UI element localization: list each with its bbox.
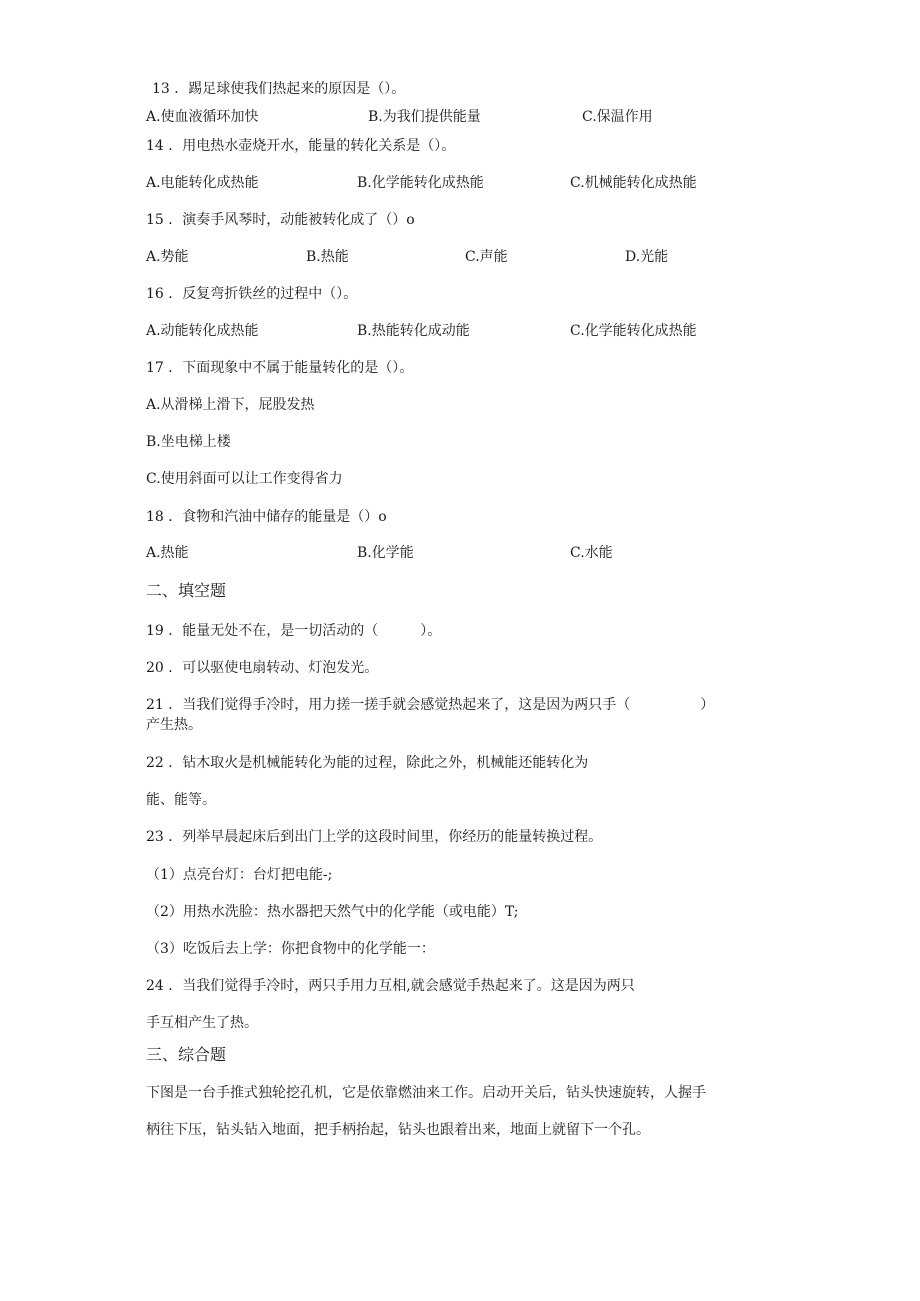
question-13-option-a: A.使血液循环加快 [146, 109, 259, 125]
question-15-option-d: D.光能 [625, 249, 669, 265]
question-15-option-a: A.势能 [146, 249, 189, 265]
question-24-line-2: 手互相产生了热。 [146, 1015, 258, 1031]
question-24-line-1: 24 ．当我们觉得手冷时，两只手用力互相,就会感觉手热起来了。这是因为两只 [146, 978, 635, 994]
section-3-paragraph-line-1: 下图是一台手推式独轮挖孔机，它是依靠燃油来工作。启动开关后，钻头快速旋转，人握手 [146, 1085, 706, 1101]
question-18-stem: 18 ．食物和汽油中储存的能量是（）o [146, 509, 387, 525]
question-19: 19 ．能量无处不在，是一切活动的（ ）。 [146, 623, 442, 639]
question-18-option-b: B.化学能 [357, 545, 414, 561]
question-23-item-1: （1）点亮台灯：台灯把电能-; [146, 867, 333, 883]
question-16-option-b: B.热能转化成动能 [357, 323, 470, 339]
question-14-stem: 14 ．用电热水壶烧开水，能量的转化关系是（）。 [146, 138, 456, 154]
question-17-option-b: B.坐电梯上楼 [146, 434, 231, 450]
question-13-option-c: C.保温作用 [582, 109, 653, 125]
question-15-option-b: B.热能 [306, 249, 349, 265]
question-16-option-a: A.动能转化成热能 [146, 323, 259, 339]
question-14-option-a: A.电能转化成热能 [146, 175, 259, 191]
question-22-line-1: 22 ．钻木取火是机械能转化为能的过程，除此之外，机械能还能转化为 [146, 755, 589, 771]
question-18-option-c: C.水能 [570, 545, 613, 561]
question-13-option-b: B.为我们提供能量 [368, 109, 481, 125]
section-3-paragraph-line-2: 柄往下压，钻头钻入地面，把手柄抬起，钻头也跟着出来，地面上就留下一个孔。 [146, 1122, 650, 1138]
question-14-option-c: C.机械能转化成热能 [570, 175, 697, 191]
question-23: 23 ．列举早晨起床后到出门上学的这段时间里，你经历的能量转换过程。 [146, 829, 603, 845]
question-21-line-2: 产生热。 [146, 717, 202, 733]
question-14-option-b: B.化学能转化成热能 [357, 175, 484, 191]
question-22-line-2: 能、能等。 [146, 792, 216, 808]
question-17-stem: 17 ．下面现象中不属于能量转化的是（）。 [146, 360, 414, 376]
question-16-stem: 16 ．反复弯折铁丝的过程中（）。 [146, 286, 358, 302]
question-23-item-3: （3）吃饭后去上学：你把食物中的化学能一： [146, 941, 435, 957]
question-16-option-c: C.化学能转化成热能 [570, 323, 697, 339]
question-23-item-2: （2）用热水洗脸：热水器把天然气中的化学能（或电能）T; [146, 904, 519, 920]
question-17-option-c: C.使用斜面可以让工作变得省力 [146, 471, 343, 487]
section-3-heading: 三、综合题 [146, 1045, 227, 1064]
question-13-stem: 13 ．踢足球使我们热起来的原因是（）。 [152, 81, 406, 97]
question-18-option-a: A.热能 [146, 545, 189, 561]
section-2-heading: 二、填空题 [146, 581, 227, 600]
question-17-option-a: A.从滑梯上滑下，屁股发热 [146, 397, 315, 413]
question-15-option-c: C.声能 [465, 249, 508, 265]
question-15-stem: 15 ．演奏手风琴时，动能被转化成了（）o [146, 212, 415, 228]
question-20: 20 ．可以驱使电扇转动、灯泡发光。 [146, 660, 379, 676]
question-21-line-1: 21 ．当我们觉得手冷时，用力搓一搓手就会感觉热起来了，这是因为两只手（ ） [146, 697, 715, 713]
